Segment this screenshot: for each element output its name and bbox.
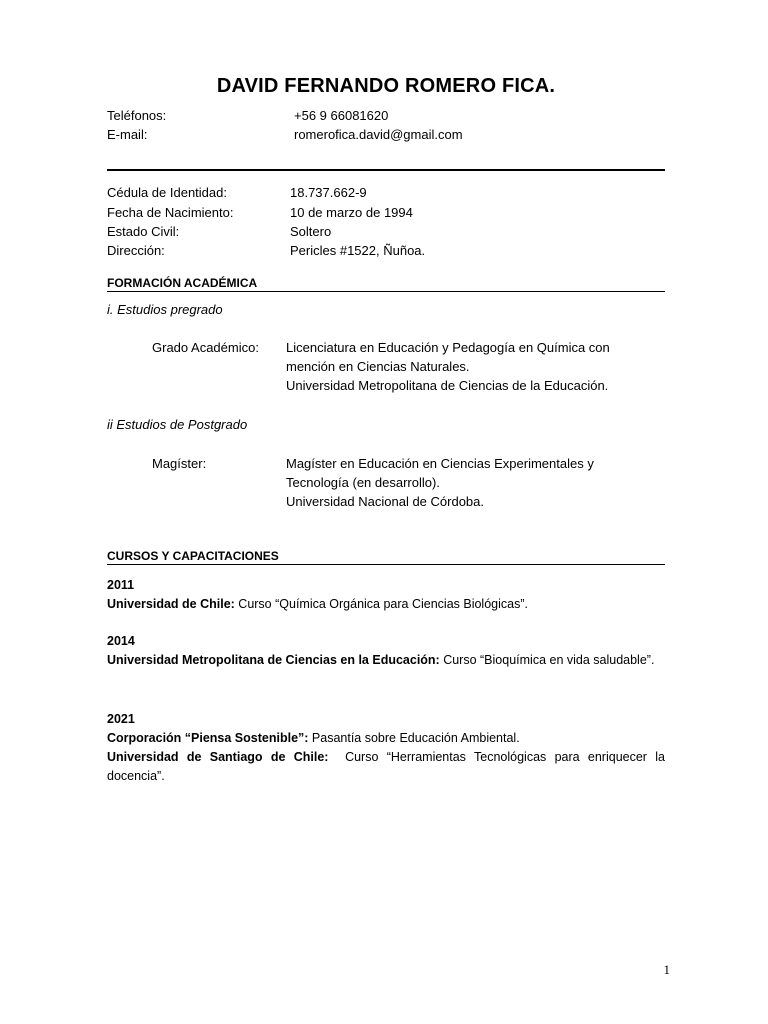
header-divider: [107, 169, 665, 171]
email-value: romerofica.david@gmail.com: [294, 127, 463, 142]
undergrad-line-3: Universidad Metropolitana de Ciencias de la Educación.: [286, 378, 609, 393]
course-2014-text: Curso “Bioquímica en vida saludable”.: [439, 653, 655, 667]
undergrad-details: [286, 338, 610, 395]
birth-label: Fecha de Nacimiento:: [107, 205, 234, 220]
birth-value: 10 de marzo de 1994: [290, 205, 413, 220]
course-2021-b-text: Curso “Herramientas Tecnológicas para enriquecer la docencia”.: [107, 750, 669, 783]
course-2021-a-text: Pasantía sobre Educación Ambiental.: [308, 731, 520, 745]
page-number: 1: [663, 962, 670, 977]
courses-rule: [107, 564, 665, 565]
course-2014-institution: Universidad Metropolitana de Ciencias en la Educación:: [107, 653, 440, 667]
civil-status-label: Estado Civil:: [107, 224, 180, 239]
postgrad-line-3: Universidad Nacional de Córdoba.: [286, 494, 485, 509]
postgrad-label: Magíster:: [152, 456, 207, 471]
year-2011: 2011: [107, 578, 135, 592]
course-2011: [107, 595, 665, 614]
course-2011-institution: Universidad de Chile:: [107, 597, 235, 611]
undergrad-heading: i. Estudios pregrado: [107, 302, 223, 317]
course-2014: [107, 651, 665, 670]
address-label: Dirección:: [107, 243, 165, 258]
id-value: 18.737.662-9: [290, 185, 367, 200]
course-2011-text: Curso “Química Orgánica para Ciencias Biológicas”.: [234, 597, 528, 611]
id-label: Cédula de Identidad:: [107, 185, 227, 200]
postgrad-line-1: Magíster en Educación en Ciencias Experimentales y: [286, 456, 594, 471]
undergrad-label: Grado Académico:: [152, 340, 259, 355]
postgrad-details: [286, 454, 594, 511]
postgrad-line-2: Tecnología (en desarrollo).: [286, 475, 440, 490]
education-rule: [107, 291, 665, 292]
course-2021-b-institution: Universidad de Santiago de Chile:: [107, 750, 329, 764]
civil-status-value: Soltero: [290, 224, 332, 239]
phone-label: Teléfonos:: [107, 108, 167, 123]
undergrad-line-2: mención en Ciencias Naturales.: [286, 359, 470, 374]
education-title: FORMACIÓN ACADÉMICA: [107, 276, 258, 290]
year-2021: 2021: [107, 712, 135, 726]
email-label: E-mail:: [107, 127, 148, 142]
year-2014: 2014: [107, 634, 135, 648]
undergrad-line-1: Licenciatura en Educación y Pedagogía en Química con: [286, 340, 610, 355]
courses-title: CURSOS Y CAPACITACIONES: [107, 549, 279, 563]
course-2021-a: [107, 729, 665, 748]
candidate-name: DAVID FERNANDO ROMERO FICA.: [216, 75, 556, 97]
course-2021-b: [107, 748, 669, 786]
course-2021-a-institution: Corporación “Piensa Sostenible”:: [107, 731, 309, 745]
phone-value: +56 9 66081620: [294, 108, 389, 123]
postgrad-heading: ii Estudios de Postgrado: [107, 417, 248, 432]
address-value: Pericles #1522, Ñuñoa.: [290, 243, 426, 258]
